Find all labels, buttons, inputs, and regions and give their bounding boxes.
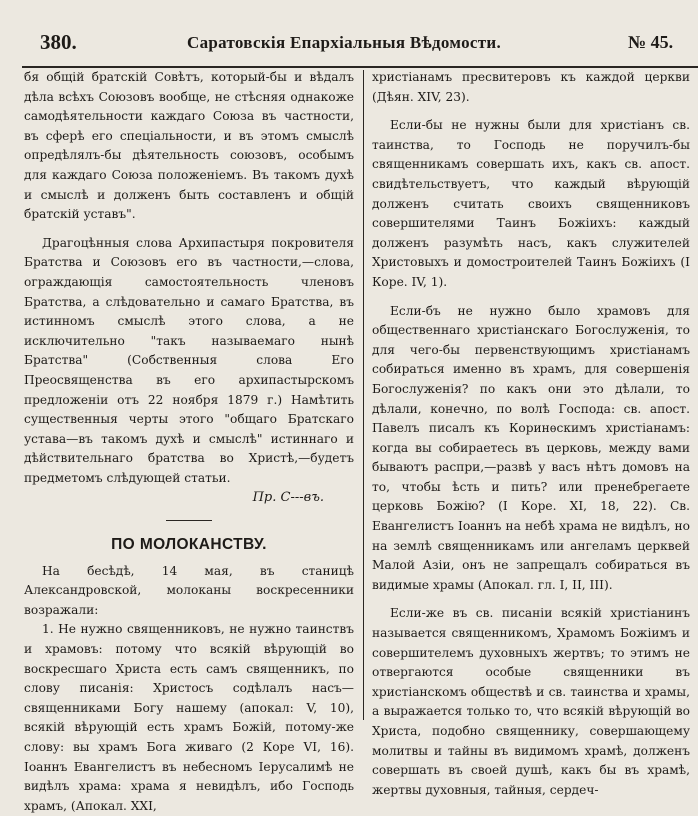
right-paragraph-4: Если-же въ св. писаніи всякій христіанинъ называется священникомъ, Храмомъ Божіимъ и совершителемъ духовныхъ жертвъ; то этимъ не отвергаются особые священники въ христіанскомъ обществѣ и св. таинства и храмы, а выражается только то, что всякій вѣрующій во Христа, подобно священнику, совершающему молитвы и тайны въ видимомъ храмѣ, долженъ совершать въ своей душѣ, какъ бы въ храмѣ, жертвы духовныя, тайныя, сердеч-	[372, 606, 690, 797]
left-paragraph-1: бя общій братскій Совѣтъ, который-бы и вѣдалъ дѣла всѣхъ Союзовъ вообще, не стѣсняя однакоже самодѣятельности каждаго Союза въ частности, въ сферѣ его спеціальности, и въ этомъ смыслѣ опредѣлялъ-бы дѣятельность союзовъ, особымъ для каждаго Союза положеніемъ. Въ такомъ духѣ и смыслѣ и долженъ быть составленъ и общій братскій уставъ".	[24, 70, 354, 222]
issue-number: № 45.	[628, 32, 674, 52]
column-divider	[363, 70, 364, 720]
journal-title: Саратовскія Епархіальныя Вѣдомости.	[187, 33, 502, 52]
page-number: 380.	[40, 30, 77, 54]
author-signature: Пр. С---въ.	[252, 490, 324, 506]
right-paragraph-3: Если-бъ не нужно было храмовъ для общественнаго христіанскаго Богослуженія, то для чего-бы первенствующимъ христіанамъ собираться именно въ храмъ, для совершенія Богослуженія? по какъ они это дѣлали, то дѣлали, конечно, по волѣ Господа: св. апост. Павелъ писалъ къ Коринѳскимъ христіанамъ: когда вы собираетесь въ церковь, между вами бываютъ распри,—развѣ у васъ нѣтъ домовъ на то, чтобы ѣсть и пить? или пренебрегаете церковь Божію? (I Коре. XI, 18, 22). Св. Евангелистъ Іоаннъ на небѣ храма не видѣлъ, но на землѣ священникамъ или ангеламъ церквей Малой Азіи, онъ не запрещалъ собираться въ видимые храмы (Апокал. гл. I, II, III).	[372, 303, 690, 592]
right-paragraph-1: христіанамъ пресвитеровъ къ каждой церкви (Дѣян. XIV, 23).	[372, 70, 690, 104]
right-paragraph-2: Если-бы не нужны были для христіанъ св. таинства, то Господь не поручилъ-бы священникамъ совершать ихъ, какъ св. апост. свидѣтельствуетъ, что каждый вѣрующій долженъ считать своихъ священниковъ совершителями Таинъ Божіихъ: каждый долженъ разумѣть насъ, какъ служителей Христовыхъ и домостроителей Таинъ Божіихъ (I Коре. IV, 1).	[372, 118, 690, 289]
left-paragraph-2: Драгоцѣнныя слова Архипастыря покровителя Братства и Союзовъ его въ частности,—слова, ограждающія самостоятельность членовъ Братства, а слѣдовательно и самаго Братства, въ истинномъ смыслѣ этого слова, а не исключительно "такъ называемаго нынѣ Братства" (Собственныя слова Его Преосвященства въ его архипастырскомъ предложеніи отъ 22 ноября 1879 г.) Намѣтить существенныя черты этого "общаго Братскаго устава—въ такомъ духѣ и смыслѣ" истиннаго и дѣйствительнаго братства во Христѣ,—будетъ предметомъ слѣдующей статьи.	[24, 235, 354, 485]
right-column	[372, 68, 690, 800]
left-column	[24, 68, 354, 816]
page-header	[0, 30, 698, 60]
left-paragraph-4: 1. Не нужно священниковъ, не нужно таинствъ и храмовъ: потому что всякій вѣрующій во воскресшаго Христа есть самъ священникъ, по слову писанія: Христосъ содѣлалъ насъ—священниками Богу нашему (апокал: V, 10), всякій вѣрующій есть храмъ Божій, потому-же слову: вы храмъ Бога живаго (2 Коре VI, 16). Іоаннъ Евангелистъ въ небесномъ Іерусалимѣ не видѣлъ храма: храма я невидѣлъ, ибо Господь храмъ, (Апокал. XXI,	[24, 622, 354, 813]
left-paragraph-3: На бесѣдѣ, 14 мая, въ станицѣ Александровской, молоканы воскресенники возражали:	[24, 563, 354, 617]
section-heading: ПО МОЛОКАНСТВУ.	[111, 536, 267, 554]
section-separator	[166, 520, 212, 521]
